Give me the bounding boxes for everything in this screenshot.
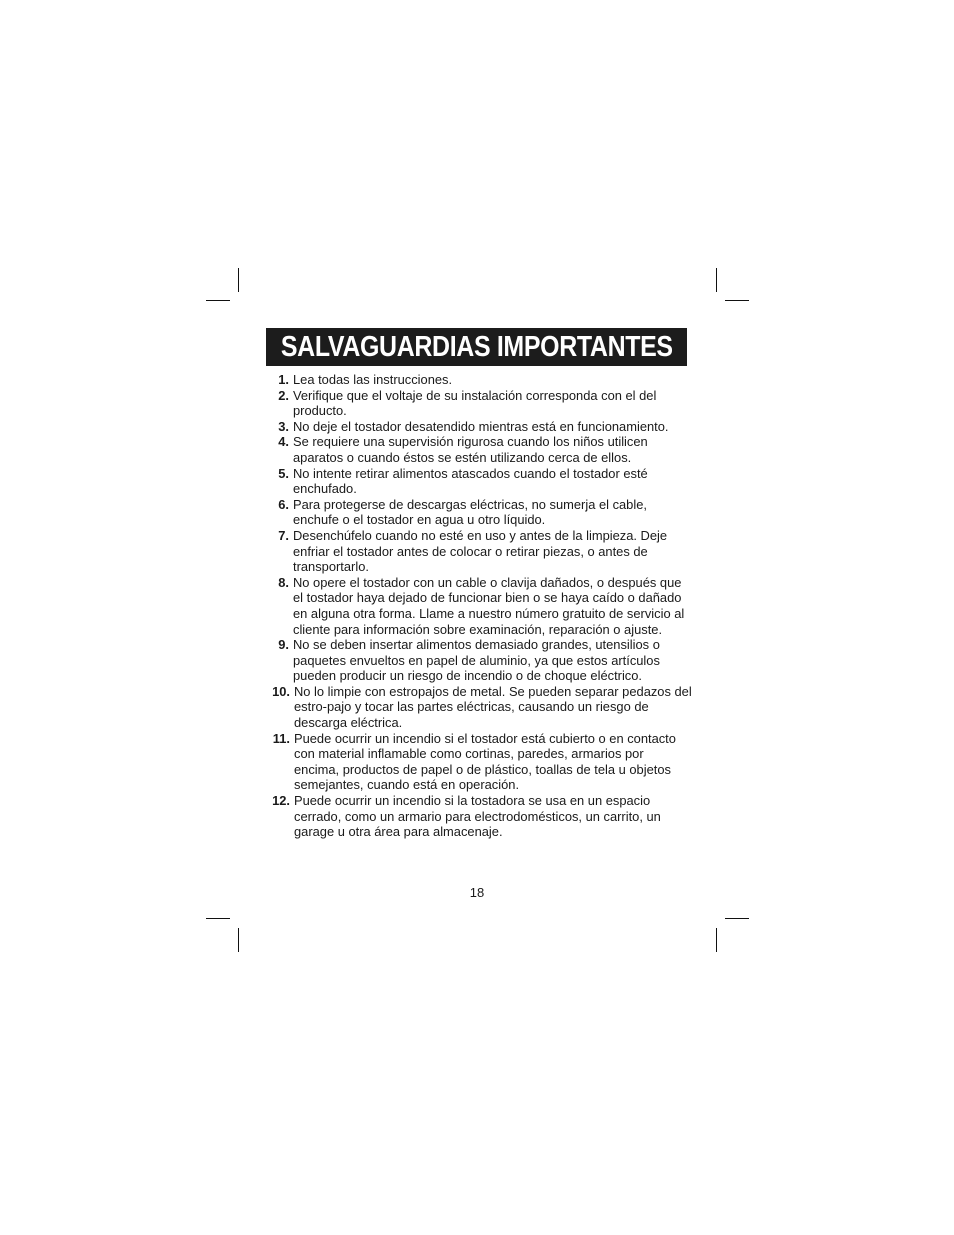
item-text: No deje el tostador desatendido mientras está en funcionamiento. [293,418,669,434]
item-number: 8. [278,574,289,590]
item-text: No intente retirar alimentos atascados cuando el tostador esté enchufado. [293,465,648,497]
item-number: 3. [278,418,289,434]
item-text: Desenchúfelo cuando no esté en uso y antes de la limpieza. Deje enfriar el tostador antes de colocar o retirar piezas, o antes de transportarlo. [293,527,668,575]
item-number: 6. [278,496,289,512]
list-item [260,528,692,575]
item-text: No se deben insertar alimentos demasiado grandes, utensilios o paquetes envueltos en papel de aluminio, ya que estos artículos pueden producir un riesgo de incendio o de choque eléctrico. [293,637,660,684]
item-number: 5. [278,465,289,481]
crop-mark-bottom-left-horizontal [206,918,230,919]
title-banner [266,328,687,366]
item-text: Para protegerse de descargas eléctricas, no sumerja el cable, enchufe o el tostador en agua u otro líquido. [293,496,647,528]
crop-mark-bottom-right-vertical [716,928,717,952]
list-item [260,388,692,419]
item-text: Puede ocurrir un incendio si la tostadora se usa en un espacio cerrado, como un armario para electrodomésticos, un carrito, un garage u otra área para almacenaje. [294,793,661,840]
item-text: No opere el tostador con un cable o clavija dañados, o después que el tostador haya dejado de funcionar bien o se haya caído o dañado en alguna otra forma. Llame a nuestro número gratuito de servicio al cliente para información sobre examinación, reparación o ajuste. [293,574,685,637]
crop-mark-top-left-vertical [238,268,239,292]
list-item [260,419,692,435]
list-item [260,684,692,731]
item-text: Verifique que el voltaje de su instalación corresponda con el del producto. [293,387,657,419]
crop-mark-top-right-horizontal [725,300,749,301]
item-number: 11. [272,730,290,746]
item-text: Puede ocurrir un incendio si el tostador está cubierto o en contacto con material inflamable como cortinas, paredes, armarios por encima, productos de papel o de plástico, toallas de tela u objetos semejantes, cuando está en operación. [294,730,676,793]
list-item [260,731,692,793]
page-title: SALVAGUARDIAS IMPORTANTES [280,330,673,363]
crop-mark-top-right-vertical [716,268,717,292]
list-item [260,575,692,637]
crop-mark-bottom-right-horizontal [725,918,749,919]
list-item [260,466,692,497]
crop-mark-top-left-horizontal [206,300,230,301]
item-number: 12. [272,793,290,809]
item-number: 7. [278,527,289,543]
crop-mark-bottom-left-vertical [238,928,239,952]
list-item [260,793,692,840]
page-number: 18 [469,885,485,900]
item-number: 9. [278,637,289,653]
item-text: No lo limpie con estropajos de metal. Se pueden separar pedazos del estro-pajo y tocar las partes eléctricas, causando un riesgo de descarga eléctrica. [294,683,692,731]
item-number: 2. [278,387,289,403]
safeguards-list [260,372,692,840]
list-item [260,434,692,465]
list-item [260,372,692,388]
list-item [260,497,692,528]
list-item [260,637,692,684]
item-text: Se requiere una supervisión rigurosa cuando los niños utilicen aparatos o cuando éstos se estén utilizando cerca de ellos. [293,434,648,465]
item-text: Lea todas las instrucciones. [293,372,453,387]
item-number: 4. [278,434,289,450]
item-number: 1. [278,372,289,387]
item-number: 10. [272,683,290,699]
